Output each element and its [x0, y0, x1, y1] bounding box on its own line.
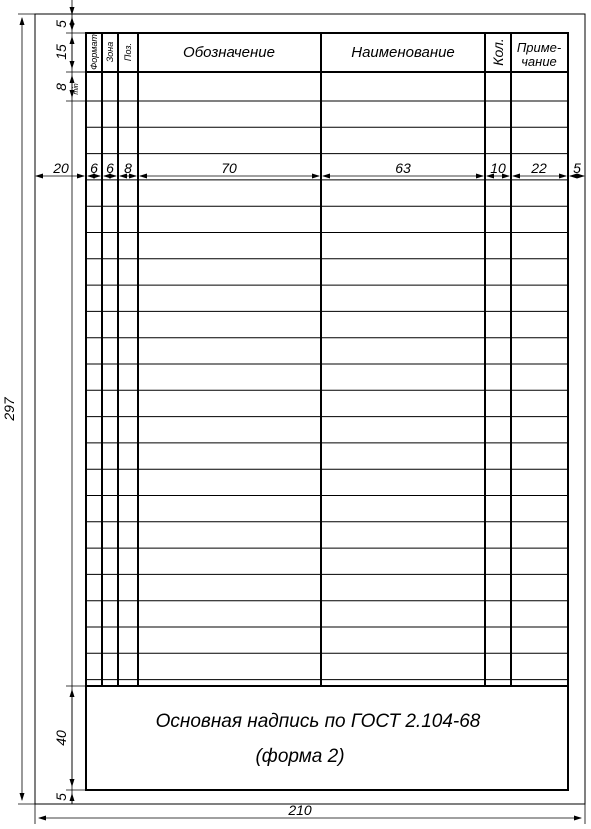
dim-sheet-height: 297	[1, 397, 17, 421]
header-pos: Поз.	[123, 42, 133, 62]
sheet-height-dimension	[18, 14, 35, 804]
dim-row-height-min: min	[73, 83, 80, 95]
dim-row-height: 8	[53, 83, 69, 91]
table-row-lines	[86, 101, 568, 680]
inner-frame	[86, 33, 568, 790]
dim-col-name: 63	[395, 160, 411, 176]
column-lines	[102, 33, 511, 686]
header-note-line1: Приме-	[516, 40, 562, 55]
dim-title-block-height: 40	[53, 730, 69, 746]
title-block-line1: Основная надпись по ГОСТ 2.104-68	[155, 711, 481, 732]
dim-col-pos: 8	[124, 160, 132, 176]
dim-col-zone: 6	[106, 160, 114, 176]
dim-right-margin: 5	[573, 160, 581, 176]
header-format: Формат	[89, 34, 99, 70]
dim-header-height: 15	[53, 44, 69, 60]
dim-col-designation: 70	[221, 160, 237, 176]
header-qty: Кол.	[490, 38, 506, 66]
header-zone: Зона	[105, 41, 115, 63]
column-headers	[89, 34, 562, 70]
header-note-line2: чание	[521, 54, 557, 69]
left-dimension-chain	[66, 0, 86, 804]
dim-top-margin: 5	[53, 20, 69, 28]
header-name: Наименование	[351, 44, 455, 61]
dim-bottom-margin: 5	[53, 793, 69, 801]
header-designation: Обозначение	[183, 44, 275, 61]
dim-col-note: 22	[531, 160, 547, 176]
dim-col-qty: 10	[490, 160, 506, 176]
title-block-line2: (форма 2)	[255, 746, 345, 767]
dim-left-margin: 20	[53, 160, 69, 176]
dim-col-format: 6	[90, 160, 98, 176]
dim-sheet-width: 210	[288, 802, 312, 818]
